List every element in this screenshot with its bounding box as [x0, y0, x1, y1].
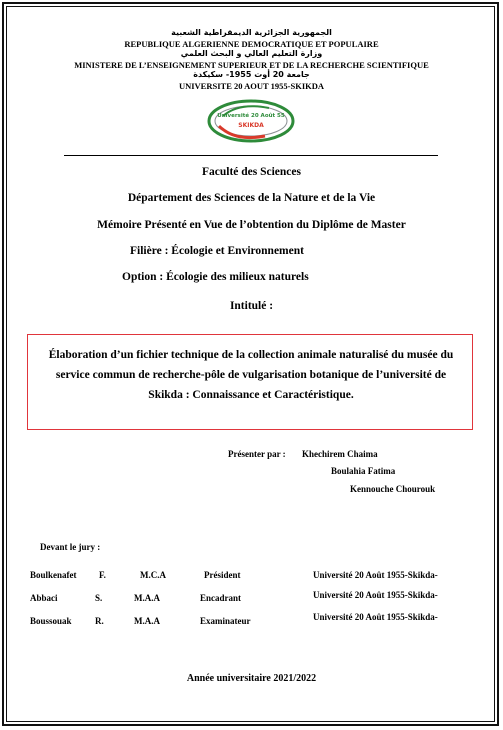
title-box — [27, 334, 473, 430]
ministry-line: MINISTERE DE L’ENSEIGNEMENT SUPERIEUR ET DE LA RECHERCHE SCIENTIFIQUE — [74, 60, 429, 70]
arabic-ministry-line: وزارة التعليم العالي و البحث العلمي — [180, 49, 323, 58]
university-line: UNIVERSITE 20 AOUT 1955-SKIKDA — [178, 81, 325, 91]
jury-member-initial: S. — [95, 593, 103, 603]
republic-line: REPUBLIQUE ALGERIENNE DEMOCRATIQUE ET POPULAIRE — [124, 39, 379, 49]
jury-member-role: Président — [204, 570, 241, 580]
university-logo — [205, 96, 297, 146]
logo-text-university: Université 20 Août 55 — [217, 113, 285, 119]
jury-member-initial: F. — [99, 570, 106, 580]
option-line: Option : Écologie des milieux naturels — [122, 271, 309, 283]
presenters-label: Présenter par : — [228, 449, 286, 459]
memoire-title: Élaboration d’un fichier technique de la collection animale naturalisé du musée du service commun de recherche-pôle de vulgarisation botanique de l’université de Skikda : Connaissance et Caractéristique. — [48, 349, 454, 401]
logo-text-city: SKIKDA — [238, 122, 264, 129]
memoire-line: Mémoire Présenté en Vue de l’obtention du Diplôme de Master — [97, 219, 406, 231]
jury-member-role: Examinateur — [200, 616, 251, 626]
department-line: Département des Sciences de la Nature et de la Vie — [127, 192, 376, 204]
jury-member-affiliation: Université 20 Août 1955-Skikda- — [313, 570, 438, 580]
jury-label: Devant le jury : — [40, 542, 101, 552]
jury-member-name: Boussouak — [30, 616, 72, 626]
arabic-republic-line: الجمهورية الجزائرية الديمقراطية الشعبية — [171, 28, 332, 37]
jury-member-initial: R. — [95, 616, 104, 626]
header-divider — [64, 155, 438, 156]
intitule-label: Intitulé : — [229, 300, 274, 312]
jury-member-grade: M.A.A — [134, 593, 160, 603]
jury-member-grade: M.A.A — [134, 616, 160, 626]
academic-year: Année universitaire 2021/2022 — [186, 673, 317, 684]
faculty-line: Faculté des Sciences — [201, 166, 301, 178]
presenter-name: Khechirem Chaima — [302, 449, 378, 459]
jury-member-grade: M.C.A — [140, 570, 166, 580]
jury-member-name: Abbaci — [30, 593, 58, 603]
jury-member-name: Boulkenafet — [30, 570, 77, 580]
arabic-university-line: جامعة 20 أوت 1955- سكيكدة — [193, 70, 310, 79]
presenter-name: Boulahia Fatima — [331, 466, 396, 476]
jury-member-role: Encadrant — [200, 593, 242, 603]
filiere-line: Filière : Écologie et Environnement — [130, 245, 304, 257]
presenter-name: Kennouche Chourouk — [350, 484, 436, 494]
jury-member-affiliation: Université 20 Août 1955-Skikda- — [313, 612, 438, 622]
jury-member-affiliation: Université 20 Août 1955-Skikda- — [313, 590, 438, 600]
